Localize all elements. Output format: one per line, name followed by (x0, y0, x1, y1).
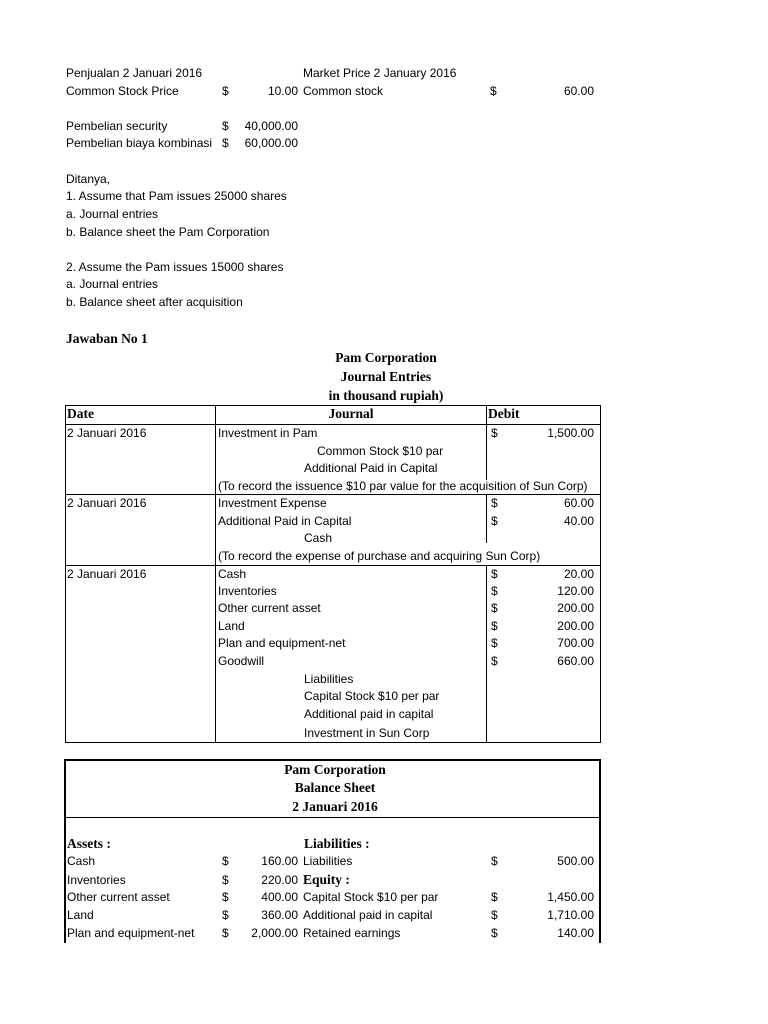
question-2a: a. Journal entries (66, 277, 159, 291)
journal-header-debit: Debit (488, 406, 520, 421)
journal-account: Other current asset (218, 601, 321, 615)
journal-right-border (600, 405, 601, 743)
question-1: 1. Assume that Pam issues 25000 shares (66, 189, 287, 203)
asset-label: Other current asset (67, 890, 170, 904)
liability-currency: $ (491, 854, 498, 868)
equity-label: Retained earnings (303, 926, 401, 940)
journal-title-unit: in thousand rupiah) (328, 388, 444, 403)
asset-value: 360.00 (261, 908, 298, 922)
equity-currency: $ (491, 890, 498, 904)
asset-label: Plan and equipment-net (67, 926, 195, 940)
market-common-stock-label: Common stock (303, 84, 384, 98)
ditanya-label: Ditanya, (66, 172, 111, 186)
asset-currency: $ (222, 908, 229, 922)
kombinasi-value: 60,000.00 (244, 136, 298, 150)
question-1a: a. Journal entries (66, 207, 159, 221)
journal-account: Additional Paid in Capital (304, 461, 438, 475)
liabilities-heading: Liabilities : (304, 836, 370, 851)
security-label: Pembelian security (66, 119, 168, 133)
liability-label: Liabilities (303, 854, 353, 868)
kombinasi-currency: $ (222, 136, 229, 150)
journal-date: 2 Januari 2016 (67, 496, 147, 510)
journal-account: Common Stock $10 par (317, 444, 444, 458)
question-1b: b. Balance sheet the Pam Corporation (66, 225, 270, 239)
journal-currency: $ (491, 514, 498, 528)
journal-memo: (To record the issuence $10 par value for the acquisition of Sun Corp) (218, 479, 588, 493)
journal-amount: 200.00 (557, 601, 594, 615)
asset-label: Land (67, 908, 94, 922)
answer-heading: Jawaban No 1 (66, 331, 148, 346)
journal-currency: $ (491, 584, 498, 598)
journal-currency: $ (491, 567, 498, 581)
balance-title-date: 2 Januari 2016 (292, 799, 378, 814)
common-stock-price-currency: $ (222, 84, 229, 98)
asset-label: Cash (67, 854, 96, 868)
balance-top-border (64, 759, 601, 761)
journal-header-journal: Journal (328, 406, 374, 421)
journal-title-entries: Journal Entries (340, 369, 432, 384)
journal-amount: 60.00 (563, 496, 594, 510)
journal-account: Goodwill (218, 654, 265, 668)
journal-date: 2 Januari 2016 (67, 567, 147, 581)
asset-label: Inventories (67, 873, 126, 887)
journal-amount: 120.00 (557, 584, 594, 598)
journal-amount: 20.00 (563, 567, 594, 581)
liability-value: 500.00 (557, 854, 594, 868)
journal-currency: $ (491, 636, 498, 650)
journal-date-divider (215, 405, 216, 743)
journal-currency: $ (491, 601, 498, 615)
penjualan-label: Penjualan 2 Januari 2016 (66, 66, 203, 80)
balance-header-border (65, 817, 600, 818)
kombinasi-label: Pembelian biaya kombinasi (66, 136, 213, 150)
equity-label: Additional paid in capital (303, 908, 433, 922)
equity-value: 1,710.00 (547, 908, 594, 922)
journal-account: Plan and equipment-net (218, 636, 346, 650)
equity-value: 140.00 (557, 926, 594, 940)
asset-currency: $ (222, 873, 229, 887)
asset-value: 2,000.00 (251, 926, 298, 940)
balance-title-company: Pam Corporation (284, 762, 386, 777)
assets-heading: Assets : (67, 836, 111, 851)
market-price-label: Market Price 2 January 2016 (303, 66, 457, 80)
journal-header-date: Date (67, 406, 94, 421)
journal-left-border (65, 405, 66, 743)
equity-currency: $ (491, 926, 498, 940)
journal-account: Investment Expense (218, 496, 327, 510)
journal-account: Investment in Pam (218, 426, 318, 440)
market-common-stock-value: 60.00 (563, 84, 594, 98)
equity-label: Capital Stock $10 per par (303, 890, 439, 904)
journal-currency: $ (491, 619, 498, 633)
equity-currency: $ (491, 908, 498, 922)
security-currency: $ (222, 119, 229, 133)
journal-amount: 700.00 (557, 636, 594, 650)
journal-title-company: Pam Corporation (335, 350, 437, 365)
journal-debit-divider-3 (486, 565, 487, 743)
journal-account: Additional paid in capital (304, 707, 434, 721)
journal-amount: 660.00 (557, 654, 594, 668)
journal-memo: (To record the expense of purchase and acquiring Sun Corp) (218, 549, 541, 563)
journal-amount: 1,500.00 (547, 426, 594, 440)
common-stock-price-value: 10.00 (267, 84, 298, 98)
common-stock-price-label: Common Stock Price (66, 84, 179, 98)
security-value: 40,000.00 (244, 119, 298, 133)
journal-account: Additional Paid in Capital (218, 514, 352, 528)
question-2b: b. Balance sheet after acquisition (66, 295, 243, 309)
market-common-stock-currency: $ (490, 84, 497, 98)
journal-debit-divider-2 (486, 494, 487, 543)
journal-amount: 200.00 (557, 619, 594, 633)
balance-right-border (599, 759, 601, 943)
journal-account: Cash (304, 531, 333, 545)
asset-value: 160.00 (261, 854, 298, 868)
asset-currency: $ (222, 890, 229, 904)
balance-title-sheet: Balance Sheet (294, 780, 376, 795)
journal-bottom-border (65, 742, 601, 743)
asset-currency: $ (222, 854, 229, 868)
journal-currency: $ (491, 654, 498, 668)
asset-currency: $ (222, 926, 229, 940)
journal-debit-divider-1 (486, 405, 487, 480)
journal-currency: $ (491, 426, 498, 440)
journal-currency: $ (491, 496, 498, 510)
balance-left-border (64, 759, 66, 943)
journal-account: Liabilities (304, 672, 354, 686)
journal-account: Land (218, 619, 245, 633)
equity-heading: Equity : (303, 872, 350, 887)
journal-amount: 40.00 (563, 514, 594, 528)
journal-date: 2 Januari 2016 (67, 426, 147, 440)
journal-account: Cash (218, 567, 247, 581)
asset-value: 220.00 (261, 873, 298, 887)
asset-value: 400.00 (261, 890, 298, 904)
journal-account: Inventories (218, 584, 277, 598)
journal-account: Capital Stock $10 per par (304, 689, 440, 703)
question-2: 2. Assume the Pam issues 15000 shares (66, 260, 284, 274)
equity-value: 1,450.00 (547, 890, 594, 904)
journal-account: Investment in Sun Corp (304, 726, 430, 740)
